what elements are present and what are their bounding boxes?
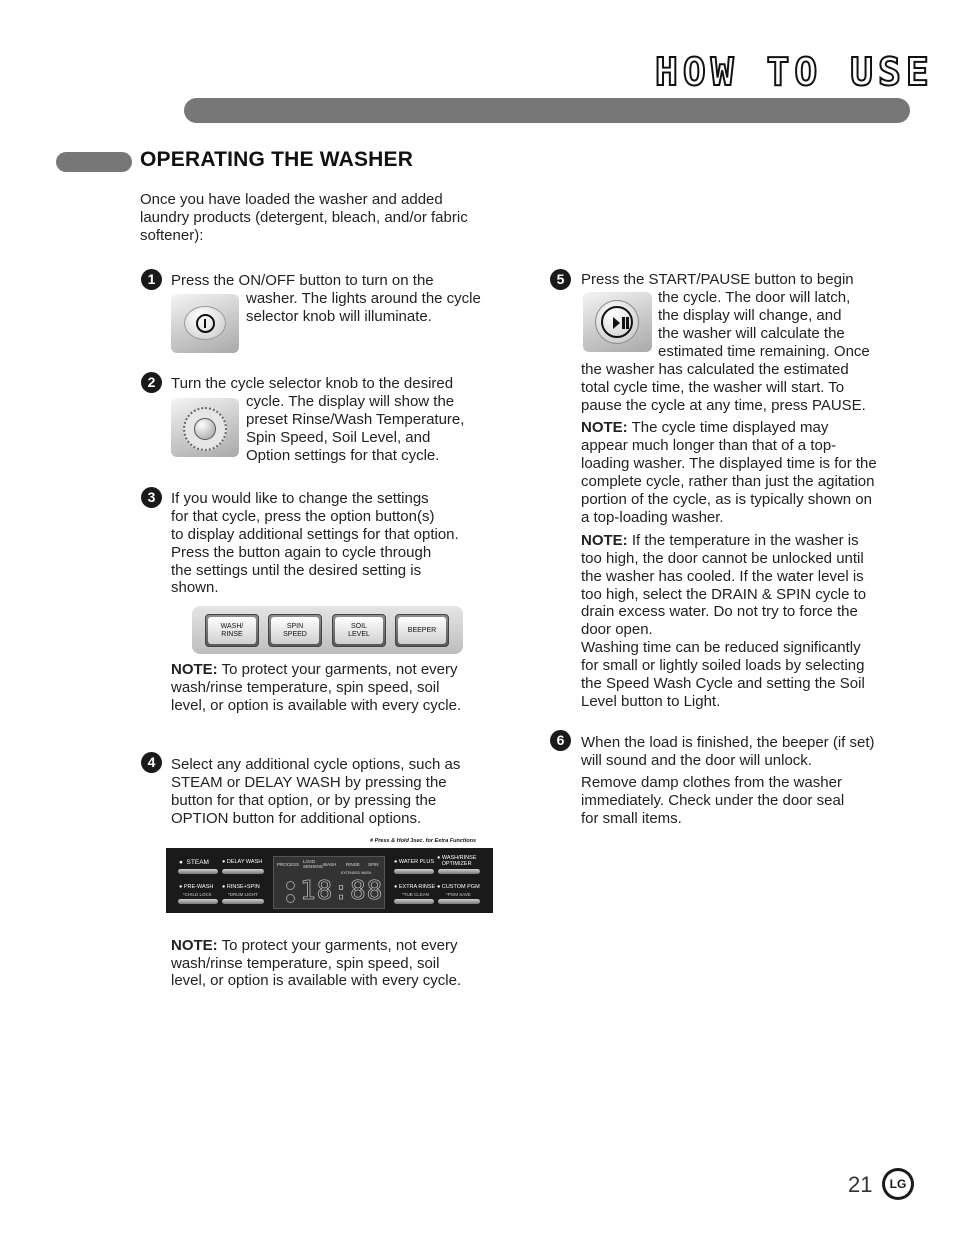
step-1-line: selector knob will illuminate.: [246, 308, 432, 325]
step-4-line: Select any additional cycle options, such as: [171, 756, 461, 773]
knob-icon: [183, 407, 227, 451]
note-5a-line: portion of the cycle, as is typically shown on: [581, 491, 872, 508]
wash-rinse-label: RINSE: [221, 630, 243, 638]
optimizer-label: ● WASH/RINSE OPTIMIZER: [437, 855, 477, 867]
note-5b-line: the Speed Wash Cycle and setting the Soil: [581, 675, 865, 692]
page-header-title: HOW TO USE: [655, 50, 934, 94]
step-4-number: 4: [141, 752, 162, 773]
note-5a-line: a top-loading washer.: [581, 509, 724, 526]
step-2-line: Turn the cycle selector knob to the desired: [171, 375, 454, 392]
steam-bar: [178, 869, 218, 874]
step-2-line: Spin Speed, Soil Level, and: [246, 429, 431, 446]
pause-icon: [626, 317, 629, 329]
step-5-line: the washer has calculated the estimated: [581, 361, 849, 378]
step-4-line: button for that option, or by pressing the: [171, 792, 437, 809]
cycle-knob-illustration: [171, 398, 239, 457]
note-5b-line: the washer has cooled. If the water level is: [581, 568, 864, 585]
step-3-number: 3: [141, 487, 162, 508]
spin-speed-button: [268, 614, 322, 647]
step-6-line: When the load is finished, the beeper (if set): [581, 734, 875, 751]
spin-speed-label: SPEED: [283, 630, 307, 638]
delay-wash-label: ● DELAY WASH: [222, 859, 263, 865]
cycle-display: [273, 856, 385, 909]
note-5b-line: too high, the door cannot be unlocked until: [581, 550, 864, 567]
note-5b-line: too high, select the DRAIN & SPIN cycle to: [581, 586, 867, 603]
water-plus-label: ● WATER PLUS: [394, 859, 435, 865]
note-4-line: [171, 937, 458, 955]
step-3-line: to display additional settings for that option.: [171, 526, 459, 543]
note-5a-line: loading washer. The displayed time is for the: [581, 455, 877, 472]
step-5-line: pause the cycle at any time, press PAUSE.: [581, 397, 866, 414]
note-3-line: wash/rinse temperature, spin speed, soil: [171, 679, 440, 696]
display-extended: EXTENDED WASH: [341, 871, 372, 875]
beeper-label: BEEPER: [407, 626, 437, 634]
beeper-button: [395, 614, 449, 647]
note-5a-text: The cycle time displayed may: [631, 419, 829, 436]
drum-light-label: *DRUM LIGHT: [228, 892, 258, 897]
step-5-line: the cycle. The door will latch,: [658, 289, 851, 306]
step-5-line: Press the START/PAUSE button to begin: [581, 271, 854, 288]
water-plus-bar: [394, 869, 434, 874]
steam-label: ● STEAM: [179, 859, 209, 866]
step-5-number: 5: [550, 269, 571, 290]
note-5b-text: If the temperature in the washer is: [631, 532, 859, 549]
step-5-line: the washer will calculate the: [658, 325, 845, 342]
extra-rinse-label: ● EXTRA RINSE: [394, 884, 436, 890]
wash-rinse-button: [205, 614, 259, 647]
intro-text: Once you have loaded the washer and added laundry products (detergent, bleach, and/or fabric softener):: [140, 191, 468, 244]
step-5-line: estimated time remaining. Once: [658, 343, 870, 360]
lg-logo-face: [885, 1171, 911, 1197]
step-3-line: the settings until the desired setting is: [171, 562, 422, 579]
play-icon: [613, 317, 620, 329]
rinse-spin-bar: [222, 899, 264, 904]
option-buttons-illustration: [192, 606, 463, 654]
note-3-line: level, or option is available with every cycle.: [171, 697, 462, 714]
knob-center: [194, 418, 216, 440]
step-6-line: will sound and the door will unlock.: [581, 752, 812, 769]
lg-logo-text: LG: [889, 1177, 907, 1191]
step-3-line: shown.: [171, 579, 219, 596]
step-1-line: Press the ON/OFF button to turn on the: [171, 272, 434, 289]
step-4-line: OPTION button for additional options.: [171, 810, 422, 827]
pgm-save-label: *PGM SAVE: [446, 892, 471, 897]
note-5a-line: appear much longer than that of a top-: [581, 437, 837, 454]
step-2-number: 2: [141, 372, 162, 393]
spin-speed-label: SPIN: [286, 622, 304, 630]
section-pill: [56, 152, 132, 172]
note-4-line: level, or option is available with every cycle.: [171, 972, 462, 989]
delay-wash-bar: [222, 869, 264, 874]
note-label: NOTE:: [581, 419, 628, 436]
time-display: 18:88: [300, 876, 384, 906]
note-5a-line: complete cycle, rather than just the agitation: [581, 473, 875, 490]
note-5b-line: drain excess water. Do not try to force the: [581, 603, 858, 620]
note-label: NOTE:: [171, 661, 218, 678]
step-5-line: the display will change, and: [658, 307, 842, 324]
lg-logo: [882, 1168, 914, 1200]
pre-wash-label: ● PRE-WASH: [179, 884, 214, 890]
note-5b-line: door open.: [581, 621, 653, 638]
step-2-line: preset Rinse/Wash Temperature,: [246, 411, 465, 428]
step-3-line: for that cycle, press the option button(s): [171, 508, 435, 525]
step-1-number: 1: [141, 269, 162, 290]
step-5-line: total cycle time, the washer will start. To: [581, 379, 845, 396]
play-pause-icon: [601, 306, 633, 338]
step-4-line: STEAM or DELAY WASH by pressing the: [171, 774, 447, 791]
note-5b-line: for small or lightly soiled loads by selecting: [581, 657, 865, 674]
power-icon-line: [204, 319, 206, 328]
display-stage: SPIN: [368, 862, 379, 867]
page-number: 21: [848, 1172, 873, 1197]
step-3-line: Press the button again to cycle through: [171, 544, 432, 561]
step-3-line: If you would like to change the settings: [171, 490, 429, 507]
pre-wash-bar: [178, 899, 218, 904]
display-stage: LOAD SENSING: [303, 859, 324, 869]
note-5a-line: [581, 419, 828, 437]
control-panel-illustration: [166, 848, 493, 913]
optimizer-bar: [438, 869, 480, 874]
child-lock-label: *CHILD LOCK: [183, 892, 212, 897]
control-panel-note: # Press & Hold 3sec. for Extra Functions: [370, 838, 477, 844]
soil-level-button: [332, 614, 386, 647]
display-stage: RINSE: [346, 862, 360, 867]
custom-pgm-label: ● CUSTOM PGM: [437, 884, 480, 890]
step-6-line: for small items.: [581, 810, 682, 827]
wash-rinse-label: WASH/: [220, 622, 244, 630]
step-1-line: washer. The lights around the cycle: [246, 290, 481, 307]
note-3-text: To protect your garments, not every: [221, 661, 458, 678]
start-pause-button-face: [595, 300, 639, 344]
note-3-line: [171, 661, 458, 679]
extra-rinse-bar: [394, 899, 434, 904]
note-label: NOTE:: [171, 937, 218, 954]
soil-level-label: LEVEL: [348, 630, 370, 638]
steam-indicator-icon: [286, 881, 295, 890]
note-4-text: To protect your garments, not every: [221, 937, 458, 954]
clock-icon: [286, 894, 295, 903]
step-2-line: cycle. The display will show the: [246, 393, 455, 410]
custom-pgm-bar: [438, 899, 480, 904]
note-5b-line: Level button to Light.: [581, 693, 721, 710]
step-6-number: 6: [550, 730, 571, 751]
step-6-line: Remove damp clothes from the washer: [581, 774, 842, 791]
step-6-line: immediately. Check under the door seal: [581, 792, 845, 809]
start-pause-button-illustration: [583, 292, 652, 352]
pause-icon: [622, 317, 625, 329]
rinse-spin-label: ● RINSE+SPIN: [222, 884, 260, 890]
display-stage: PROCESS: [277, 862, 300, 867]
note-5b-line: [581, 532, 859, 550]
section-title: OPERATING THE WASHER: [140, 148, 414, 171]
tub-clean-label: *TUB CLEAN: [402, 892, 430, 897]
soil-level-label: SOIL: [351, 622, 367, 630]
step-2-line: Option settings for that cycle.: [246, 447, 440, 464]
power-button-face: [184, 306, 226, 340]
note-4-line: wash/rinse temperature, spin speed, soil: [171, 955, 440, 972]
note-5b-line: Washing time can be reduced significantly: [581, 639, 861, 656]
power-button-illustration: [171, 294, 239, 353]
header-bar: [184, 98, 910, 123]
note-label: NOTE:: [581, 532, 628, 549]
display-stage: WASH: [323, 862, 337, 867]
